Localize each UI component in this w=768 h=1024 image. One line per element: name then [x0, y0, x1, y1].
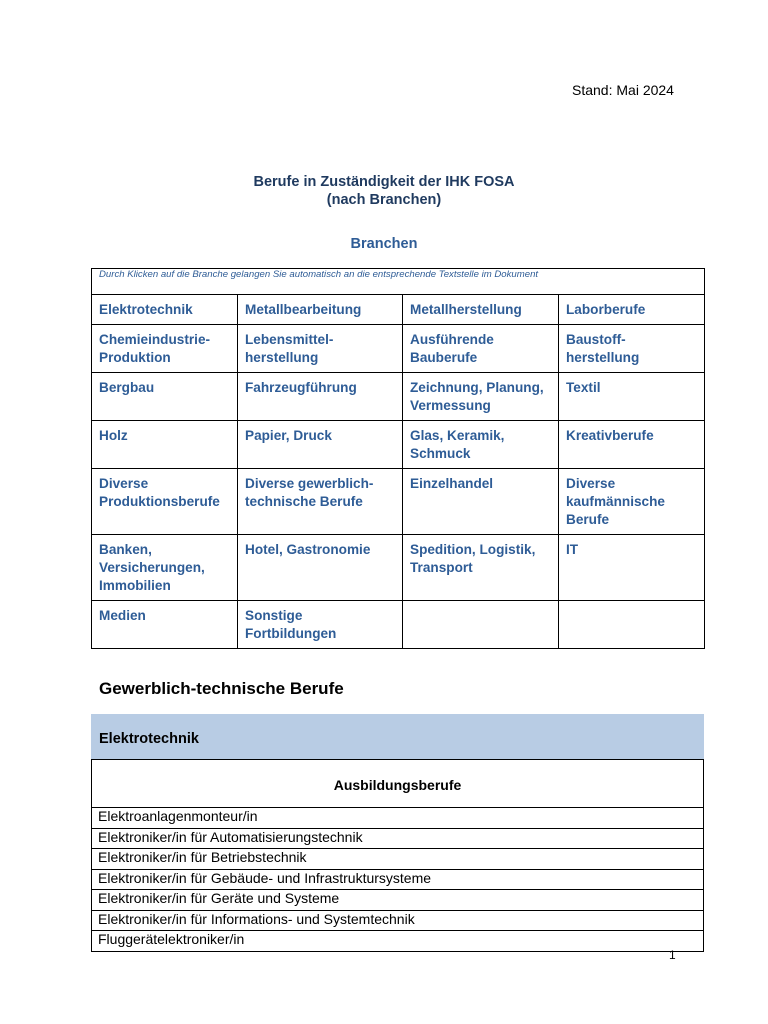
- branche-link[interactable]: Banken, Versicherungen, Immobilien: [92, 535, 238, 601]
- table-row: [92, 910, 704, 931]
- table-row: [92, 849, 704, 870]
- branche-link[interactable]: Chemieindustrie- Produktion: [92, 325, 238, 373]
- page-number: 1: [669, 948, 676, 962]
- branche-link[interactable]: Fahrzeugführung: [238, 373, 403, 421]
- ausbildungsberufe-header: Ausbildungsberufe: [92, 760, 704, 808]
- ausbildungsberufe-table: [91, 759, 704, 952]
- branche-link[interactable]: Diverse kaufmännische Berufe: [559, 469, 705, 535]
- title-line-2: (nach Branchen): [326, 192, 442, 208]
- table-row: [92, 828, 704, 849]
- branche-link[interactable]: Bergbau: [92, 373, 238, 421]
- table-row: [92, 869, 704, 890]
- branche-link[interactable]: Sonstige Fortbildungen: [238, 601, 403, 649]
- branchen-row: [92, 373, 705, 421]
- document-date: Stand: Mai 2024: [572, 82, 674, 98]
- branche-link[interactable]: Zeichnung, Planung, Vermessung: [403, 373, 559, 421]
- branchen-note: Durch Klicken auf die Branche gelangen Sie automatisch an die entsprechende Textstelle im Dokument: [92, 269, 705, 295]
- table-row: [92, 808, 704, 829]
- branche-link[interactable]: Laborberufe: [559, 295, 705, 325]
- empty-cell: [403, 601, 559, 649]
- branche-link[interactable]: Diverse Produktionsberufe: [92, 469, 238, 535]
- branchen-row: [92, 325, 705, 373]
- title-line-1: Berufe in Zuständigkeit der IHK FOSA: [253, 174, 515, 190]
- branche-link[interactable]: Lebensmittel- herstellung: [238, 325, 403, 373]
- ausbildungsberuf-item: Elektroniker/in für Automatisierungstechnik: [92, 828, 704, 849]
- branchen-heading: Branchen: [350, 236, 418, 252]
- branche-link[interactable]: Metallbearbeitung: [238, 295, 403, 325]
- ausbildungsberuf-item: Fluggerätelektroniker/in: [92, 931, 704, 952]
- branche-link[interactable]: Einzelhandel: [403, 469, 559, 535]
- ausbildungsberuf-item: Elektroniker/in für Gebäude- und Infrastruktursysteme: [92, 869, 704, 890]
- branchen-row: [92, 295, 705, 325]
- empty-cell: [559, 601, 705, 649]
- ausbildungsberuf-item: Elektroanlagenmonteur/in: [92, 808, 704, 829]
- branche-link[interactable]: Metallherstellung: [403, 295, 559, 325]
- branche-link[interactable]: IT: [559, 535, 705, 601]
- branche-link[interactable]: Baustoff- herstellung: [559, 325, 705, 373]
- branche-link[interactable]: Glas, Keramik, Schmuck: [403, 421, 559, 469]
- branche-link[interactable]: Spedition, Logistik, Transport: [403, 535, 559, 601]
- ausbildungsberuf-item: Elektroniker/in für Geräte und Systeme: [92, 890, 704, 911]
- table-row: [92, 931, 704, 952]
- branchen-row: [92, 469, 705, 535]
- document-title: [0, 173, 768, 209]
- ausbildungsberuf-item: Elektroniker/in für Betriebstechnik: [92, 849, 704, 870]
- branche-link[interactable]: Papier, Druck: [238, 421, 403, 469]
- branche-link[interactable]: Elektrotechnik: [92, 295, 238, 325]
- branchen-row: [92, 601, 705, 649]
- branche-link[interactable]: Hotel, Gastronomie: [238, 535, 403, 601]
- branchen-row: [92, 535, 705, 601]
- branche-link[interactable]: Kreativberufe: [559, 421, 705, 469]
- branchen-row: [92, 421, 705, 469]
- section-heading: Gewerblich-technische Berufe: [99, 679, 344, 698]
- table-row: [92, 890, 704, 911]
- branche-link[interactable]: Diverse gewerblich- technische Berufe: [238, 469, 403, 535]
- branche-link[interactable]: Holz: [92, 421, 238, 469]
- branche-link[interactable]: Ausführende Bauberufe: [403, 325, 559, 373]
- ausbildungsberuf-item: Elektroniker/in für Informations- und Systemtechnik: [92, 910, 704, 931]
- branche-link[interactable]: Medien: [92, 601, 238, 649]
- category-band-label: Elektrotechnik: [99, 731, 199, 747]
- category-band: [91, 714, 704, 759]
- branche-link[interactable]: Textil: [559, 373, 705, 421]
- branchen-table: [91, 268, 705, 649]
